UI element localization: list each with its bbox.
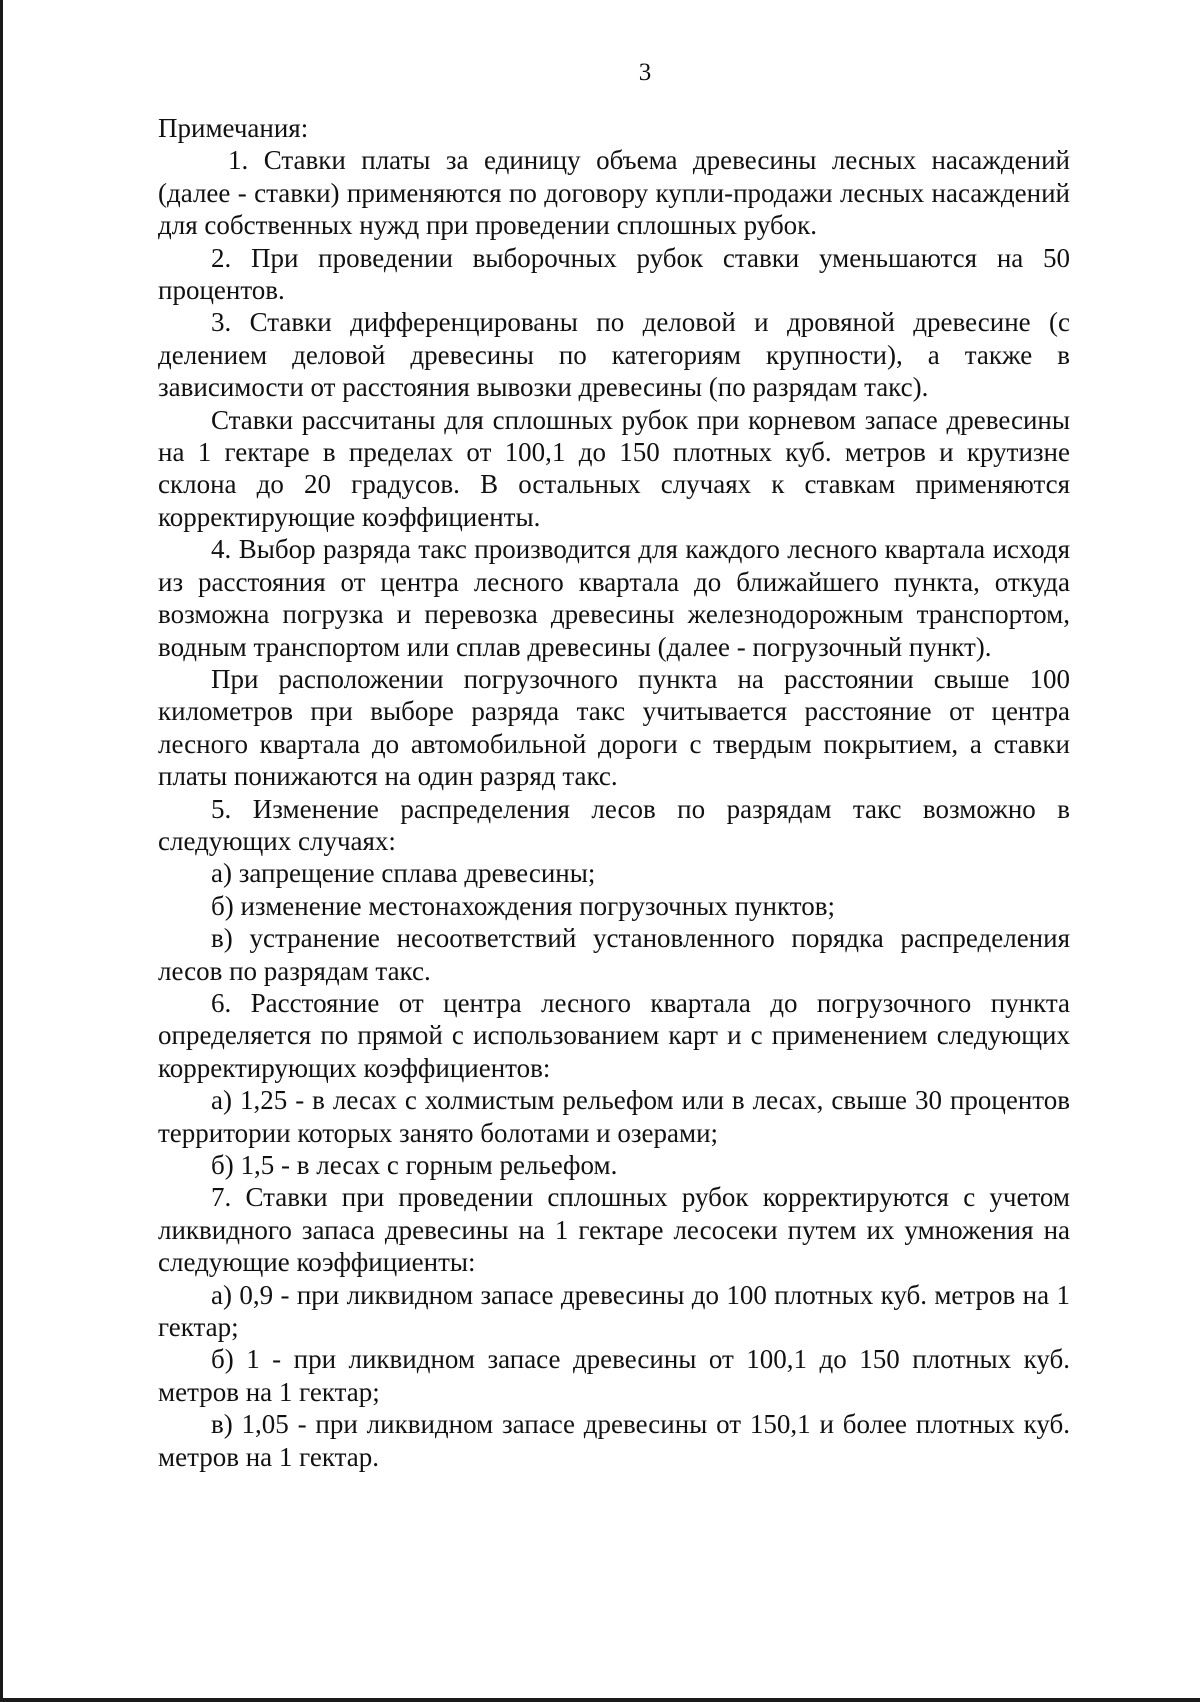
note-paragraph-4-continued: При расположении погрузочного пункта на расстоянии свыше 100 километров при выборе разряда такс учитывается расстояние от центра лесного квартала до автомобильной дороги с твердым покрытием, а ставки платы понижаются на один разряд такс. — [158, 663, 1070, 792]
note-paragraph-1: 1. Ставки платы за единицу объема древесины лесных насаждений (далее - ставки) применяются по договору купли-продажи лесных насаждений для собственных нужд при проведении сплошных рубок. — [158, 145, 1070, 241]
note-paragraph-6: 6. Расстояние от центра лесного квартала до погрузочного пункта определяется по прямой с использованием карт и с применением следующих корректирующих коэффициентов: — [158, 987, 1070, 1083]
note-item-7b: б) 1 - при ликвидном запасе древесины от 100,1 до 150 плотных куб. метров на 1 гектар; — [158, 1344, 1070, 1407]
note-paragraph-5: 5. Изменение распределения лесов по разрядам такс возможно в следующих случаях: — [158, 793, 1070, 856]
note-paragraph-4: 4. Выбор разряда такс производится для каждого лесного квартала исходя из расстояния от центра лесного квартала до ближайшего пункта, откуда возможна погрузка и перевозка древесины железнодорожным транспортом, водным транспортом или сплав древесины (далее - погрузочный пункт). — [158, 534, 1070, 662]
note-item-6a: а) 1,25 - в лесах с холмистым рельефом или в лесах, свыше 30 процентов территории которых занято болотами и озерами; — [158, 1085, 1070, 1148]
scan-left-edge — [0, 0, 3, 1702]
note-paragraph-3: 3. Ставки дифференцированы по деловой и дровяной древесине (с делением деловой древесины по категориям крупности), а также в зависимости от расстояния вывозки древесины (по разрядам такс). — [158, 307, 1070, 403]
scan-bottom-edge — [0, 1698, 1200, 1702]
note-item-5b: б) изменение местонахождения погрузочных пунктов; — [211, 890, 835, 921]
page-number: 3 — [638, 59, 652, 86]
note-item-5v: в) устранение несоответствий установленного порядка распределения лесов по разрядам такс. — [158, 923, 1070, 986]
note-item-7v: в) 1,05 - при ликвидном запасе древесины от 150,1 и более плотных куб. метров на 1 гектар. — [158, 1409, 1070, 1472]
notes-heading: Примечания: — [158, 113, 309, 143]
note-paragraph-7: 7. Ставки при проведении сплошных рубок корректируются с учетом ликвидного запаса древесины на 1 гектаре лесосеки путем их умножения на следующие коэффициенты: — [158, 1182, 1070, 1278]
note-paragraph-3-continued: Ставки рассчитаны для сплошных рубок при корневом запасе древесины на 1 гектаре в пределах от 100,1 до 150 плотных куб. метров и крутизне склона до 20 градусов. В остальных случаях к ставкам применяются корректирующие коэффициенты. — [158, 404, 1070, 532]
notes-body — [158, 112, 1070, 1473]
note-item-5a: а) запрещение сплава древесины; — [211, 858, 596, 889]
note-item-6b: б) 1,5 - в лесах с горным рельефом. — [211, 1150, 618, 1180]
note-item-7a: а) 0,9 - при ликвидном запасе древесины до 100 плотных куб. метров на 1 гектар; — [158, 1279, 1070, 1343]
note-paragraph-2: 2. При проведении выборочных рубок ставки уменьшаются на 50 процентов. — [158, 242, 1070, 306]
